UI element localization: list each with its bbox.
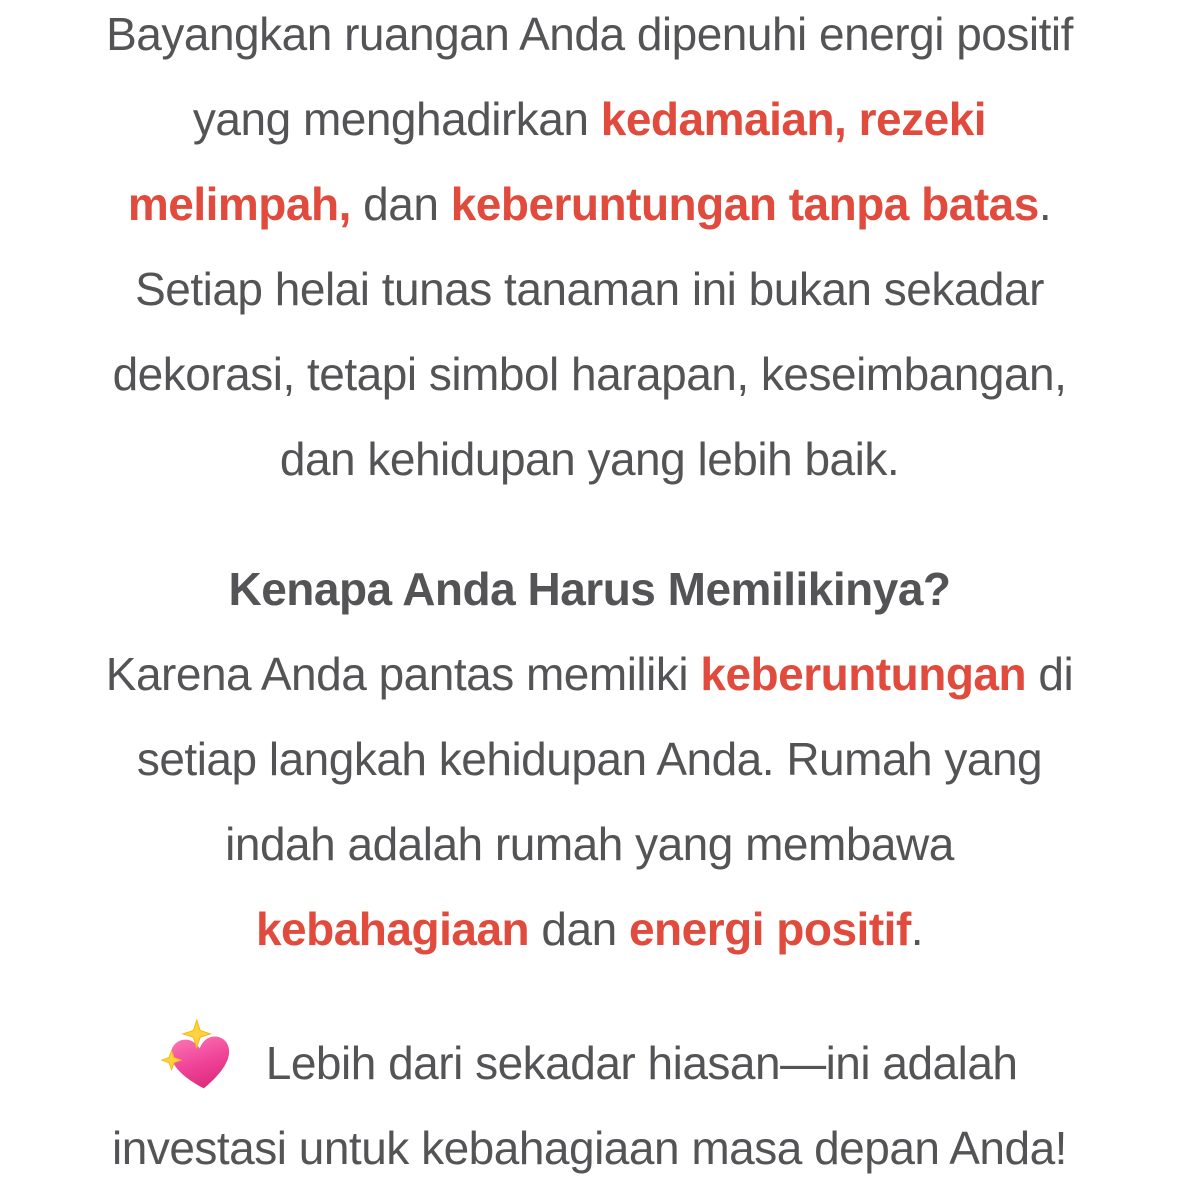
intro-paragraph: [30, 0, 1149, 502]
text-line: [30, 632, 1149, 717]
text-line: [30, 887, 1149, 972]
text-segment: yang menghadirkan: [192, 93, 601, 145]
text-segment: investasi untuk kebahagiaan masa depan Anda!: [112, 1122, 1067, 1174]
text-segment: dan: [529, 903, 629, 955]
text-segment: Karena Anda pantas memiliki: [105, 648, 701, 700]
text-line: [30, 547, 1149, 632]
text-segment: dan kehidupan yang lebih baik.: [279, 433, 900, 485]
text-line: [30, 1017, 1149, 1106]
highlighted-text: keberuntungan: [700, 648, 1027, 700]
text-segment: indah adalah rumah yang membawa: [225, 818, 954, 870]
text-segment: Bayangkan ruangan Anda dipenuhi energi positif: [106, 8, 1073, 60]
text-line: [30, 162, 1149, 247]
highlighted-text: kebahagiaan: [255, 903, 530, 955]
text-line: [30, 417, 1149, 502]
text-line: [30, 802, 1149, 887]
text-segment: Setiap helai tunas tanaman ini bukan sekadar: [135, 263, 1044, 315]
highlighted-text: keberuntungan tanpa batas: [450, 178, 1039, 230]
closing-paragraph: [30, 1017, 1149, 1191]
sparkling-heart-emoji: [161, 1017, 241, 1097]
text-line: [30, 247, 1149, 332]
text-line: [30, 332, 1149, 417]
text-line: [30, 77, 1149, 162]
text-segment: .: [1038, 178, 1052, 230]
text-segment: setiap langkah kehidupan Anda. Rumah yang: [136, 733, 1043, 785]
highlighted-text: energi positif: [628, 903, 911, 955]
text-segment: dekorasi, tetapi simbol harapan, keseimbangan,: [112, 348, 1067, 400]
text-segment: Lebih dari sekadar hiasan—ini adalah: [265, 1037, 1018, 1089]
highlighted-text: kedamaian, rezeki: [600, 93, 987, 145]
text-line: [30, 1106, 1149, 1191]
text-segment: .: [910, 903, 924, 955]
section-heading-text: Kenapa Anda Harus Memilikinya?: [228, 563, 951, 615]
highlighted-text: melimpah,: [127, 178, 351, 230]
text-segment: dan: [350, 178, 451, 230]
text-line: [30, 717, 1149, 802]
text-line: [30, 0, 1149, 77]
text-segment: di: [1026, 648, 1074, 700]
why-own-paragraph: [30, 547, 1149, 972]
